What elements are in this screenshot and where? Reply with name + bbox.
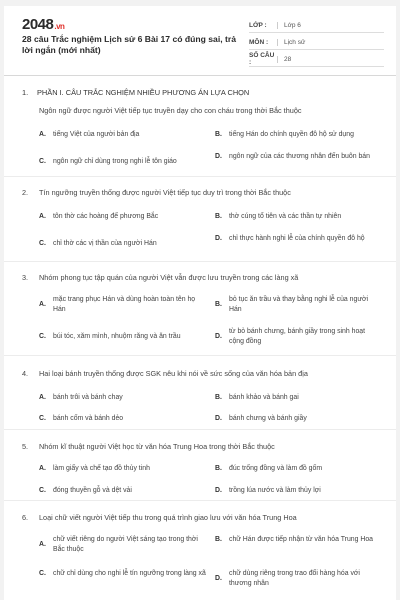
option-letter: A. (39, 540, 46, 548)
option-text: ngôn ngữ của các thương nhân đến buôn bán (229, 153, 370, 160)
option-letter: C. (39, 240, 46, 247)
option-text: thờ cúng tổ tiên và các thần tự nhiên (229, 213, 342, 220)
option-letter: B. (215, 213, 222, 220)
option-letter: D. (215, 332, 222, 340)
meta-value: Lớp 6 (277, 22, 384, 29)
section-number: 1. (22, 88, 29, 97)
logo-main: 2048 (22, 16, 54, 33)
option-letter: A. (39, 300, 46, 308)
option-text: chữ chỉ dùng cho nghi lễ tín ngưỡng trong làng xã (53, 570, 206, 577)
meta-row-grade (249, 18, 384, 33)
option-letter: A. (39, 213, 46, 220)
option-text: bánh cốm và bánh dẻo (53, 415, 124, 422)
option-b[interactable] (215, 295, 375, 314)
option-letter: D. (215, 487, 222, 494)
option-d[interactable] (215, 327, 375, 346)
option-text: từ bỏ bánh chưng, bánh giầy trong sinh hoạt cộng đồng (229, 328, 366, 345)
option-d[interactable] (215, 569, 382, 588)
meta-label: LỚP : (249, 21, 267, 29)
option-letter: B. (215, 394, 222, 401)
section-title: PHẦN I. CÂU TRẮC NGHIỆM NHIỀU PHƯƠNG ÁN LỰA CHỌN (37, 88, 250, 97)
question-number: 5. (22, 442, 29, 451)
option-d[interactable] (215, 234, 375, 244)
option-text: làm giấy và chế tạo đồ thủy tinh (53, 465, 150, 472)
question-text: Loại chữ viết người Việt tiếp thu trong quá trình giao lưu với văn hóa Trung Hoa (39, 513, 297, 522)
question-stem (22, 513, 382, 523)
option-d[interactable] (215, 152, 375, 162)
option-c[interactable] (39, 332, 214, 342)
option-c[interactable] (39, 486, 209, 496)
logo-suffix: .vn (54, 22, 65, 31)
meta-label: SỐ CÂU : (249, 52, 275, 66)
option-text: chữ Hán được tiếp nhận từ văn hóa Trung Hoa (229, 536, 374, 543)
option-c[interactable] (39, 414, 209, 424)
option-letter: A. (39, 131, 46, 138)
question-text: Tín ngưỡng truyền thống được người Việt tiếp tục duy trì trong thời Bắc thuộc (39, 188, 291, 197)
question-stem (22, 442, 382, 452)
question-stem (22, 188, 382, 198)
option-letter: C. (39, 487, 46, 494)
divider (4, 355, 396, 356)
meta-label: MÔN : (249, 38, 269, 46)
option-text: chỉ thực hành nghi lễ của chính quyền đô hộ (229, 235, 365, 242)
meta-row-subject (249, 35, 384, 50)
option-letter: D. (215, 153, 222, 160)
question-4 (22, 369, 382, 422)
document-page (4, 6, 396, 600)
option-c[interactable] (39, 569, 209, 579)
option-letter: B. (215, 465, 222, 472)
question-6 (22, 513, 382, 587)
question-number: 4. (22, 369, 29, 378)
document-meta (249, 18, 384, 69)
option-letter: A. (39, 394, 46, 401)
meta-value: Lịch sử (277, 39, 384, 46)
section-heading (22, 88, 249, 97)
option-text: đúc trống đồng và làm đồ gốm (229, 465, 323, 472)
question-text: Nhóm kĩ thuật người Việt học từ văn hóa Trung Hoa trong thời Bắc thuộc (39, 442, 275, 451)
option-letter: C. (39, 333, 46, 340)
option-text: mặc trang phục Hán và dùng hoàn toàn tên họ Hán (53, 296, 196, 313)
option-text: chữ dùng riêng trong trao đổi hàng hóa với thương nhân (229, 570, 360, 587)
option-text: trồng lúa nước và làm thủy lợi (229, 487, 321, 494)
option-a[interactable] (39, 295, 204, 314)
option-letter: B. (215, 131, 222, 138)
option-text: bánh chưng và bánh giầy (229, 415, 307, 422)
question-3 (22, 273, 382, 345)
option-text: tiếng Hán do chính quyền đô hộ sử dụng (229, 131, 354, 138)
option-d[interactable] (215, 414, 382, 424)
option-b[interactable] (215, 464, 382, 474)
option-letter: B. (215, 536, 222, 543)
option-letter: A. (39, 465, 46, 472)
option-text: tôn thờ các hoàng đế phương Bắc (53, 213, 159, 220)
meta-value: 28 (277, 56, 384, 63)
option-letter: D. (215, 415, 222, 422)
question-1 (22, 106, 382, 165)
question-text: Hai loại bánh truyền thống được SGK nêu khi nói về sức sống của văn hóa bản địa (39, 369, 308, 378)
meta-row-count (249, 52, 384, 67)
option-text: đóng thuyền gỗ và dệt vải (53, 487, 132, 494)
divider (4, 176, 396, 177)
option-c[interactable] (39, 157, 209, 167)
question-text: Ngôn ngữ được người Việt tiếp tục truyền dạy cho con cháu trong thời Bắc thuộc (39, 106, 302, 115)
option-d[interactable] (215, 486, 382, 496)
document-header (4, 6, 396, 76)
divider (4, 500, 396, 501)
option-text: bánh trôi và bánh chay (53, 394, 123, 401)
option-letter: C. (39, 415, 46, 422)
question-text: Nhóm phong tục tập quán của người Việt vẫn được lưu truyền trong các làng xã (39, 273, 299, 282)
option-b[interactable] (215, 130, 382, 140)
option-b[interactable] (215, 212, 382, 222)
option-text: chỉ thờ các vị thần của người Hán (53, 240, 157, 247)
question-number: 6. (22, 513, 29, 522)
question-stem (22, 106, 382, 116)
option-text: tiếng Việt của người bản địa (53, 131, 140, 138)
option-b[interactable] (215, 535, 375, 545)
option-text: ngôn ngữ chỉ dùng trong nghi lễ tôn giáo (53, 158, 177, 165)
option-a[interactable] (39, 535, 204, 554)
divider (4, 261, 396, 262)
option-text: búi tóc, xăm mình, nhuộm răng và ăn trầu (53, 333, 181, 340)
option-c[interactable] (39, 239, 209, 249)
option-letter: B. (215, 300, 222, 308)
divider (4, 429, 396, 430)
option-letter: C. (39, 570, 46, 577)
option-a[interactable] (39, 130, 199, 140)
option-b[interactable] (215, 393, 382, 403)
question-stem (22, 369, 382, 379)
option-letter: D. (215, 235, 222, 242)
site-logo[interactable] (22, 16, 64, 33)
question-number: 3. (22, 273, 29, 282)
option-text: chữ viết riêng do người Việt sáng tạo trong thời Bắc thuộc (53, 536, 198, 553)
question-2 (22, 188, 382, 247)
option-letter: D. (215, 574, 222, 582)
document-title: 28 câu Trắc nghiệm Lịch sử 6 Bài 17 có đúng sai, trả lời ngắn (mới nhất) (22, 34, 236, 55)
question-number: 2. (22, 188, 29, 197)
question-stem (22, 273, 382, 283)
option-text: bỏ tục ăn trầu và thay bằng nghi lễ của người Hán (229, 296, 368, 313)
option-letter: C. (39, 158, 46, 165)
option-a[interactable] (39, 393, 209, 403)
option-text: bánh khảo và bánh gai (229, 394, 299, 401)
option-a[interactable] (39, 212, 209, 222)
option-a[interactable] (39, 464, 209, 474)
question-5 (22, 442, 382, 494)
